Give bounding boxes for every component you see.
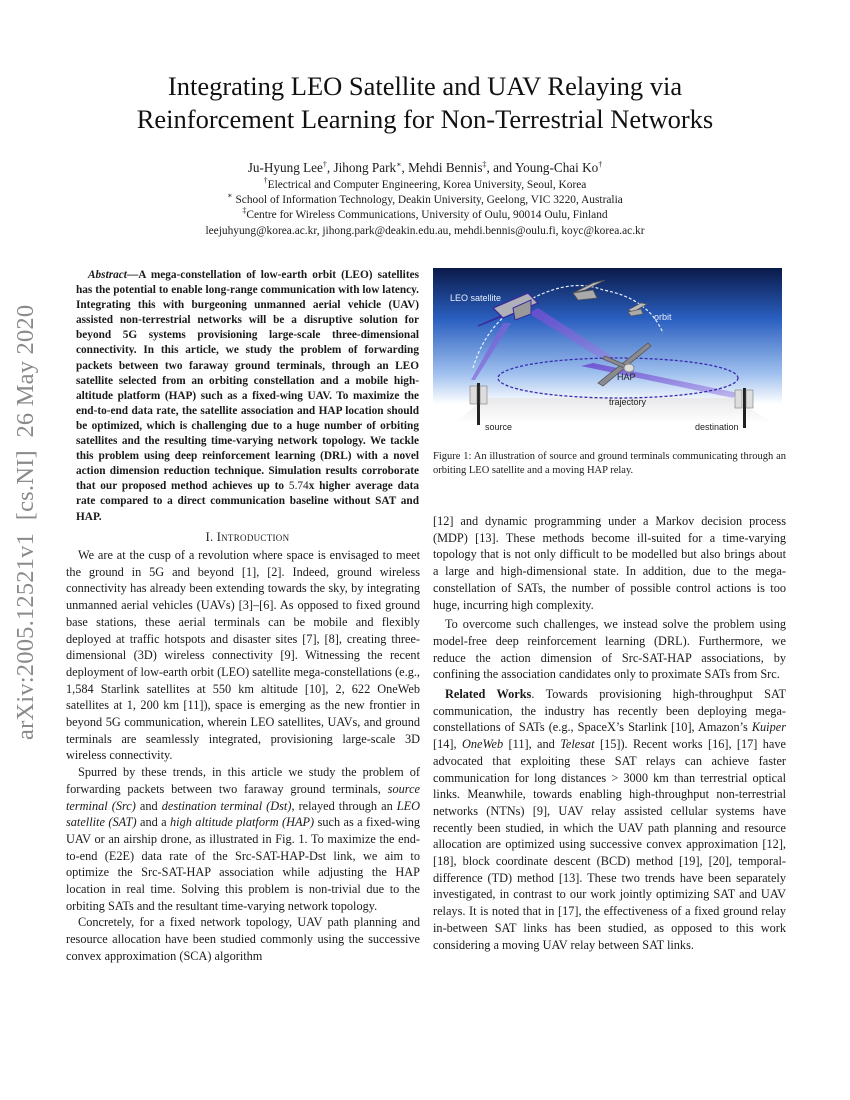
intro-column bbox=[66, 547, 420, 965]
arxiv-stamp: arXiv:2005.12521v1 [cs.NI] 26 May 2020 bbox=[12, 304, 39, 740]
and-text: and bbox=[493, 160, 513, 175]
author-mark: ‡ bbox=[482, 160, 487, 169]
text: such as a fixed-wing UAV or an airship drone, as illustrated in Fig. 1. To maximize the end-to-end (E2E) data rate of the Src-SAT-HAP-Dst link, we aim to optimize the Src-SAT-HAP association while adjusting the HAP location in real time. Solving this problem is non-trivial due to the orbiting SATs and the resultant time-varying network topology. bbox=[66, 815, 420, 913]
term: OneWeb bbox=[461, 737, 504, 752]
text: [11], and bbox=[503, 737, 561, 752]
abstract-text-end: x higher average data rate compared to a direct communication baseline without SAT and HAP. bbox=[76, 480, 419, 523]
term: Telesat bbox=[560, 737, 595, 752]
network-diagram bbox=[433, 268, 782, 438]
label-source: source bbox=[485, 422, 513, 432]
abstract bbox=[76, 268, 419, 525]
abstract-label: Abstract bbox=[88, 269, 127, 281]
term: high altitude platform (HAP) bbox=[170, 815, 315, 830]
affil-text: Centre for Wireless Communications, University of Oulu, 90014 Oulu, Finland bbox=[246, 209, 608, 221]
text: Spurred by these trends, in this article we study the problem of forwarding packets between two faraway ground terminals, bbox=[66, 765, 420, 796]
text: [14], bbox=[433, 737, 462, 752]
label-hap: HAP bbox=[617, 372, 636, 382]
text: and a bbox=[136, 815, 171, 830]
figure-caption: Figure 1: An illustration of source and ground terminals communicating through an orbiting LEO satellite and a moving HAP relay. bbox=[433, 451, 786, 476]
term: destination terminal (Dst) bbox=[161, 798, 292, 813]
term: Kuiper bbox=[751, 720, 786, 735]
text: and bbox=[135, 798, 162, 813]
paragraph bbox=[66, 764, 420, 914]
text: . Towards provisioning high-throughput SAT communication, the industry has recently been deploying mega-constellations of SATs (e.g., SpaceX’s Starlink [10], Amazon’s bbox=[433, 687, 786, 735]
paragraph: To overcome such challenges, we instead solve the problem using model-free deep reinforcement learning (DRL). Furthermore, we reduce the action dimension of Src-SAT-HAP associations, by confining the association candidates only to proximate SATs from Src. bbox=[433, 617, 786, 682]
label-leo: LEO satellite bbox=[450, 293, 502, 303]
paragraph: We are at the cusp of a revolution where space is envisaged to meet the ground in 5G and beyond [1], [2]. Indeed, ground wireless connectivity has already been extending towards the sky, by integrating unmanned aerial vehicles (UAVs) [3]–[6]. As opposed to fixed ground base stations, these aerial terminals can be mobile and flexibly deployed at traffic hotspots and disaster sites [7], [8], creating three-dimensional (3D) wireless connectivity [9]. Witnessing the recent deployment of low-earth orbit (LEO) satellite mega-constellations (e.g., 1,584 Starlink satellites at 550 km altitude [10], 2, 622 OneWeb satellites at 1, 200 km [11]), space is emerging as the new frontier in beyond 5G communication, wherein LEO satellites, UAVs, and ground terminals are seamlessly integrated, provisioning large-scale 3D wireless connectivity. bbox=[66, 548, 420, 763]
paper-title bbox=[60, 70, 790, 136]
affil-mark: ∗ bbox=[227, 191, 233, 200]
abstract-text: A mega-constellation of low-earth orbit (LEO) satellites has the potential to enable long-range communication with low latency. Integrating this with burgeoning unmanned aerial vehicle (UAV) assisted non-terrestrial networks will be a disruptive solution for beyond 5G systems provisioning large-scale three-dimensional connectivity. In this article, we study the problem of forwarding packets between two faraway ground terminals, through an LEO satellite selected from an orbiting constellation and a mobile high-altitude platform (HAP) such as a fixed-wing UAV. To maximize the end-to-end data rate, the satellite association and HAP location should be optimized, which is challenging due to a huge number of orbiting satellites and the resulting time-varying network topology. We tackle this problem using deep reinforcement learning (DRL) with a novel action dimension reduction technique. Simulation results corroborate that our proposed method achieves up to bbox=[76, 269, 419, 493]
author-mark: † bbox=[322, 160, 327, 169]
affiliation-3 bbox=[60, 208, 790, 223]
author-1: Ju-Hyung Lee bbox=[247, 160, 323, 175]
right-column bbox=[433, 513, 786, 953]
term: LEO satellite (SAT) bbox=[66, 798, 421, 830]
author-2: Jihong Park bbox=[333, 160, 397, 175]
author-mark: † bbox=[598, 160, 603, 169]
run-in-heading: Related Works bbox=[445, 687, 532, 702]
title-line-1: Integrating LEO Satellite and UAV Relaying via bbox=[167, 71, 683, 101]
label-orbit: orbit bbox=[654, 312, 672, 322]
figure-1-illustration bbox=[433, 268, 782, 438]
affil-mark: † bbox=[263, 176, 268, 185]
affil-text: School of Information Technology, Deakin University, Geelong, VIC 3220, Australia bbox=[232, 194, 623, 206]
author-4: Young-Chai Ko bbox=[514, 160, 599, 175]
paragraph: [12] and dynamic programming under a Markov decision process (MDP) [13]. These methods become ill-suited for a time-varying topology that is not only difficult to be modelled but also brings about a large and high-dimensional state. In addition, due to the mega-constellation of SATs, the number of possible control actions is too huge, incurring high complexity. bbox=[433, 514, 786, 612]
section-heading: I. Introduction bbox=[205, 530, 290, 544]
paragraph bbox=[433, 686, 786, 953]
title-line-2: Reinforcement Learning for Non-Terrestrial Networks bbox=[136, 104, 714, 134]
text: [15]). Recent works [16], [17] have advocated that exploiting these SAT relays can achieve faster communication for long distances > 3000 km than terrestrial optical links. Meanwhile, towards enabling high-throughput non-terrestrial networks (NTNs) [9], UAV relay assisted cellular systems have recently been studied, in which the UAV path planning and resource allocation are optimized using successive convex approximation [12], [18], block coordinate descent (BCD) method [19], [20], temporal-difference (TD) method [13]. These two trends have been separately investigated, in contrast to our work jointly optimizing SAT and UAV relays. It is noted that in [17], the effectiveness of a fixed ground relay in-between SAT links has been studied, as opposed to this work considering a moving UAV relay between SAT links. bbox=[433, 737, 787, 952]
author-mark: ∗ bbox=[396, 160, 402, 169]
author-3: Mehdi Bennis bbox=[408, 160, 483, 175]
affil-mark: ‡ bbox=[242, 206, 247, 215]
label-trajectory: trajectory bbox=[609, 397, 647, 407]
affil-text: Electrical and Computer Engineering, Korea University, Seoul, Korea bbox=[267, 179, 587, 191]
label-destination: destination bbox=[695, 422, 739, 432]
affiliation-1 bbox=[60, 178, 790, 193]
author-list: Ju-Hyung Lee†, Jihong Park∗, Mehdi Bennis‡, and Young-Chai Ko† bbox=[247, 160, 603, 175]
text: , relayed through an bbox=[291, 798, 397, 813]
abstract-number: 5.74 bbox=[288, 480, 309, 493]
term: source terminal (Src) bbox=[66, 781, 420, 813]
email-list: leejuhyung@korea.ac.kr, jihong.park@deakin.edu.au, mehdi.bennis@oulu.fi, koyc@korea.ac.kr bbox=[205, 225, 645, 237]
affiliation-2 bbox=[60, 193, 790, 208]
em-dash: — bbox=[126, 269, 139, 281]
paragraph: Concretely, for a fixed network topology, UAV path planning and resource allocation have been studied commonly using the successive convex approximation (SCA) algorithm bbox=[66, 915, 420, 963]
